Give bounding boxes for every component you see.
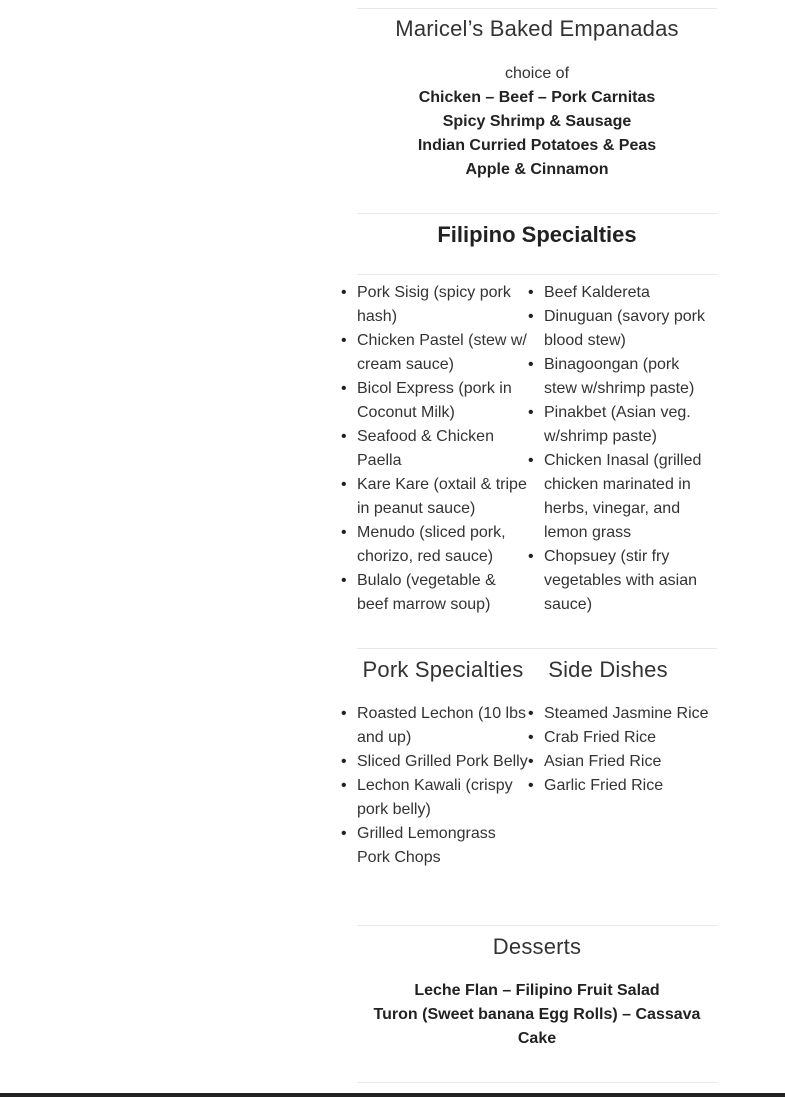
list-item: • Chicken Pastel (stew w/ cream sauce) bbox=[357, 329, 527, 377]
list-item: • Beef Kaldereta bbox=[544, 281, 716, 305]
list-item: • Chopsuey (stir fry vegetables with asian sauce) bbox=[544, 545, 716, 617]
bottom-border bbox=[0, 1093, 785, 1097]
list-item: • Seafood & Chicken Paella bbox=[357, 425, 527, 473]
empanada-option: Spicy Shrimp & Sausage bbox=[442, 113, 632, 130]
empanadas-choice-label: choice of bbox=[504, 65, 570, 82]
list-item: • Grilled Lemongrass Pork Chops bbox=[357, 822, 531, 870]
desserts-title: Desserts bbox=[492, 934, 582, 959]
divider bbox=[357, 274, 717, 275]
empanada-option: Indian Curried Potatoes & Peas bbox=[417, 137, 657, 154]
list-item: • Roasted Lechon (10 lbs and up) bbox=[357, 702, 531, 750]
divider bbox=[357, 648, 717, 649]
pork-title: Pork Specialties bbox=[362, 657, 524, 682]
divider bbox=[357, 8, 717, 9]
list-item: • Menudo (sliced pork, chorizo, red sauce) bbox=[357, 521, 527, 569]
list-item: • Pinakbet (Asian veg. w/shrimp paste) bbox=[544, 401, 716, 449]
list-item: • Binagoongan (pork stew w/shrimp paste) bbox=[544, 353, 716, 401]
list-item: • Bicol Express (pork in Coconut Milk) bbox=[357, 377, 527, 425]
divider bbox=[357, 925, 717, 926]
empanada-option: Chicken – Beef – Pork Carnitas bbox=[418, 89, 656, 106]
sides-list bbox=[544, 702, 716, 798]
filipino-list-right bbox=[544, 281, 716, 617]
list-item: • Steamed Jasmine Rice bbox=[544, 702, 716, 726]
list-item: • Pork Sisig (spicy pork hash) bbox=[357, 281, 527, 329]
filipino-title: Filipino Specialties bbox=[437, 222, 637, 247]
empanadas-title: Maricel’s Baked Empanadas bbox=[395, 16, 679, 41]
dessert-line: Turon (Sweet banana Egg Rolls) – Cassava Cake bbox=[373, 1006, 701, 1047]
list-item: • Crab Fried Rice bbox=[544, 726, 716, 750]
sides-title: Side Dishes bbox=[548, 657, 668, 682]
list-item: • Asian Fried Rice bbox=[544, 750, 716, 774]
list-item: • Garlic Fried Rice bbox=[544, 774, 716, 798]
filipino-list-left bbox=[357, 281, 527, 617]
dessert-line: Leche Flan – Filipino Fruit Salad bbox=[414, 982, 660, 999]
list-item: • Kare Kare (oxtail & tripe in peanut sauce) bbox=[357, 473, 527, 521]
list-item: • Chicken Inasal (grilled chicken marinated in herbs, vinegar, and lemon grass bbox=[544, 449, 716, 545]
list-item: • Sliced Grilled Pork Belly bbox=[357, 750, 531, 774]
list-item: • Bulalo (vegetable & beef marrow soup) bbox=[357, 569, 527, 617]
pork-list bbox=[357, 702, 531, 870]
divider bbox=[357, 1082, 717, 1083]
list-item: • Dinuguan (savory pork blood stew) bbox=[544, 305, 716, 353]
list-item: • Lechon Kawali (crispy pork belly) bbox=[357, 774, 531, 822]
divider bbox=[357, 213, 717, 214]
empanada-option: Apple & Cinnamon bbox=[465, 161, 609, 178]
